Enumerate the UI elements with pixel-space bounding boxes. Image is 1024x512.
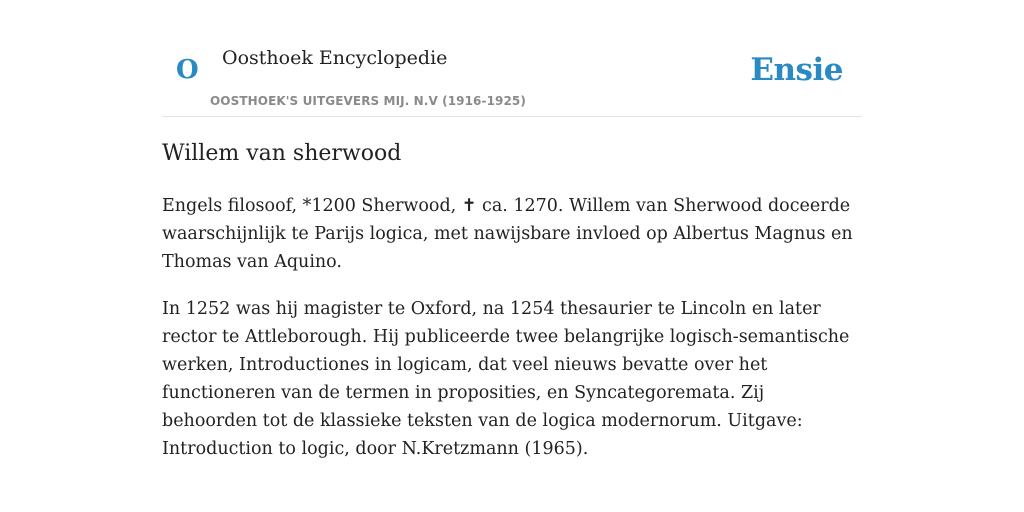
book-title[interactable]: Oosthoek Encyclopedie	[222, 47, 448, 69]
article-paragraph: Engels filosoof, *1200 Sherwood, ✝ ca. 1270. Willem van Sherwood doceerde waarschijnlijk te Parijs logica, met nawijsbare invloed op Albertus Magnus en Thomas van Aquino.	[162, 196, 853, 272]
article-title: Willem van sherwood	[162, 141, 402, 166]
book-logo-icon[interactable]: O	[176, 55, 199, 85]
publisher-label: OOSTHOEK'S UITGEVERS MIJ. N.V (1916-1925)	[210, 94, 526, 108]
page	[162, 0, 862, 459]
book-header	[162, 0, 862, 117]
article-paragraph: In 1252 was hij magister te Oxford, na 1254 thesaurier te Lincoln en later rector te Attleborough. Hij publiceerde twee belangrijke logisch-semantische werken, Introductiones in logicam, dat veel nieuws bevatte over het functioneren van de termen in proposities, en Syncategoremata. Zij behoorden tot de klassieke teksten van de logica modernorum. Uitgave: Introduction to logic, door N.Kretzmann (1965).	[162, 299, 850, 459]
ensie-logo-link[interactable]: Ensie	[750, 52, 843, 88]
